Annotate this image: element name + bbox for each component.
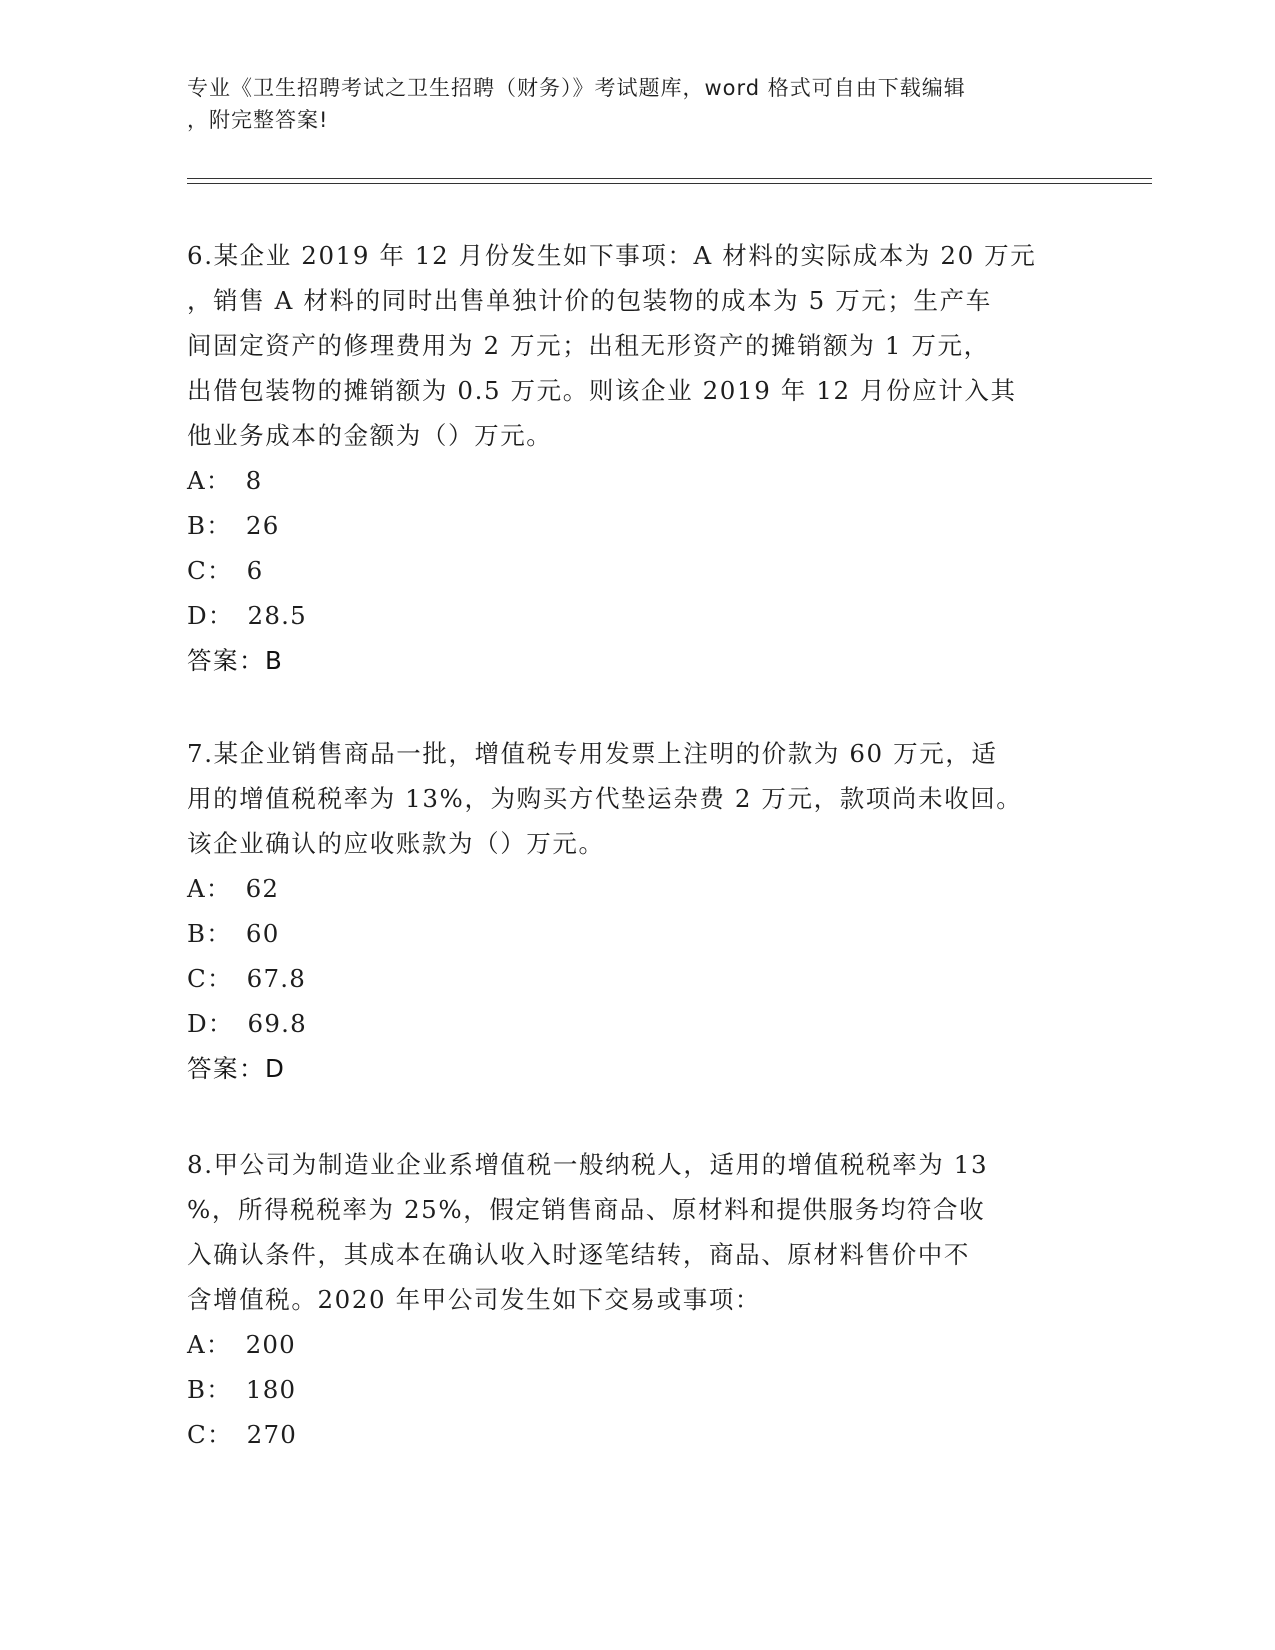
option-b — [187, 911, 1087, 956]
option-value: 67.8 — [246, 964, 307, 993]
option-value: 8 — [245, 466, 263, 495]
option-value: 26 — [245, 511, 280, 540]
question-text-line: 含增值税。2020 年甲公司发生如下交易或事项： — [187, 1285, 762, 1314]
header-divider-top — [187, 178, 1152, 179]
question-7 — [187, 731, 1087, 1091]
option-key: D： — [187, 601, 234, 630]
option-a — [187, 866, 1087, 911]
option-value: 270 — [246, 1420, 298, 1449]
header-line-2: ，附完整答案! — [187, 108, 329, 132]
option-value: 28.5 — [247, 601, 307, 630]
question-text-line: 入确认条件，其成本在确认收入时逐笔结转，商品、原材料售价中不 — [187, 1240, 970, 1269]
question-text-line: ，销售 A 材料的同时出售单独计价的包装物的成本为 5 万元；生产车 — [187, 286, 992, 315]
option-key: B： — [187, 919, 232, 948]
option-key: A： — [187, 1330, 232, 1359]
option-c — [187, 1412, 1087, 1457]
option-key: B： — [187, 511, 232, 540]
question-text-line: 他业务成本的金额为（）万元。 — [187, 421, 553, 450]
option-value: 6 — [246, 556, 264, 585]
option-value: 60 — [245, 919, 280, 948]
option-key: A： — [187, 874, 232, 903]
header-line-1: 专业《卫生招聘考试之卫生招聘（财务）》考试题库，word 格式可自由下载编辑 — [187, 76, 966, 100]
question-text-line: 8.甲公司为制造业企业系增值税一般纳税人，适用的增值税税率为 13 — [187, 1150, 989, 1179]
question-6 — [187, 233, 1087, 683]
option-d — [187, 593, 1087, 638]
option-value: 180 — [245, 1375, 297, 1404]
option-key: C： — [187, 556, 233, 585]
option-key: C： — [187, 1420, 233, 1449]
question-8 — [187, 1142, 1087, 1457]
question-text-line: 间固定资产的修理费用为 2 万元；出租无形资产的摊销额为 1 万元， — [187, 331, 990, 360]
answer-text: 答案：D — [187, 1054, 286, 1083]
option-key: B： — [187, 1375, 232, 1404]
option-key: D： — [187, 1009, 234, 1038]
option-value: 62 — [245, 874, 280, 903]
question-text-line: 用的增值税税率为 13%，为购买方代垫运杂费 2 万元，款项尚未收回。 — [187, 784, 1023, 813]
question-text-line: 该企业确认的应收账款为（）万元。 — [187, 829, 605, 858]
option-b — [187, 503, 1087, 548]
question-text-line: 6.某企业 2019 年 12 月份发生如下事项：A 材料的实际成本为 20 万元 — [187, 241, 1037, 270]
option-c — [187, 956, 1087, 1001]
option-a — [187, 1322, 1087, 1367]
question-text-line: 出借包装物的摊销额为 0.5 万元。则该企业 2019 年 12 月份应计入其 — [187, 376, 1017, 405]
option-a — [187, 458, 1087, 503]
question-text-line: 7.某企业销售商品一批，增值税专用发票上注明的价款为 60 万元，适 — [187, 739, 998, 768]
option-value: 69.8 — [247, 1009, 307, 1038]
option-c — [187, 548, 1087, 593]
option-value: 200 — [245, 1330, 296, 1359]
document-header — [187, 72, 1067, 136]
header-divider-bottom — [187, 183, 1152, 184]
question-text-line: %，所得税税率为 25%，假定销售商品、原材料和提供服务均符合收 — [187, 1195, 986, 1224]
option-key: A： — [187, 466, 232, 495]
option-b — [187, 1367, 1087, 1412]
option-key: C： — [187, 964, 233, 993]
option-d — [187, 1001, 1087, 1046]
answer-text: 答案：B — [187, 646, 284, 675]
